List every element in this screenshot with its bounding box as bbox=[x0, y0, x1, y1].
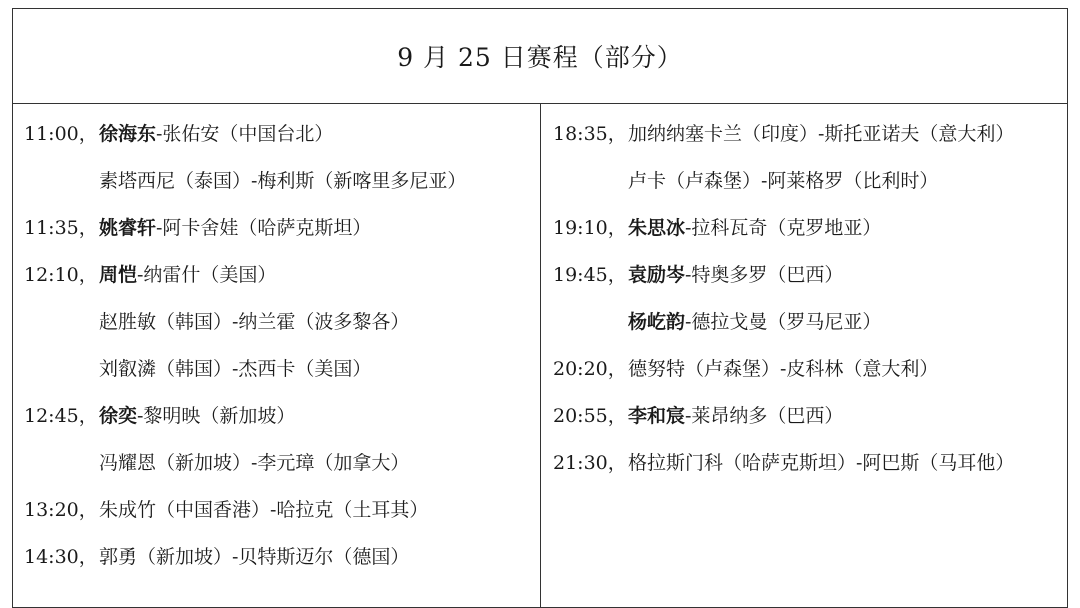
opponent-text: 郭勇（新加坡）-贝特斯迈尔（德国） bbox=[99, 546, 410, 568]
match-players bbox=[99, 305, 409, 352]
match-players bbox=[99, 117, 333, 164]
schedule-entry bbox=[553, 352, 1067, 399]
featured-player: 朱思冰 bbox=[628, 217, 686, 239]
schedule-entry bbox=[24, 117, 540, 164]
featured-player: 徐海东 bbox=[99, 123, 157, 145]
schedule-entry bbox=[553, 258, 1067, 305]
match-players bbox=[628, 399, 843, 446]
match-players bbox=[628, 211, 881, 258]
schedule-table bbox=[12, 8, 1068, 608]
featured-player: 杨屹韵 bbox=[628, 311, 686, 333]
featured-player: 周恺 bbox=[99, 264, 138, 286]
opponent-text: 格拉斯门科（哈萨克斯坦）-阿巴斯（马耳他） bbox=[628, 452, 1015, 474]
schedule-entry bbox=[24, 399, 540, 446]
opponent-text: 朱成竹（中国香港）-哈拉克（土耳其） bbox=[99, 499, 429, 521]
opponent-text: -阿卡舍娃（哈萨克斯坦） bbox=[156, 217, 372, 239]
match-time bbox=[24, 352, 99, 399]
opponent-text: -特奥多罗（巴西） bbox=[685, 264, 844, 286]
schedule-entry bbox=[553, 211, 1067, 258]
match-players bbox=[99, 258, 276, 305]
schedule-entry bbox=[24, 305, 540, 352]
match-time: 12:45， bbox=[24, 405, 98, 427]
match-time: 11:35， bbox=[24, 217, 98, 239]
schedule-entry bbox=[24, 258, 540, 305]
featured-player: 徐奕 bbox=[99, 405, 138, 427]
opponent-text: -拉科瓦奇（克罗地亚） bbox=[685, 217, 882, 239]
right-column bbox=[541, 103, 1067, 607]
match-time: 14:30， bbox=[24, 546, 98, 568]
match-time: 21:30， bbox=[553, 452, 627, 474]
match-time: 20:55， bbox=[553, 405, 627, 427]
opponent-text: 加纳纳塞卡兰（印度）-斯托亚诺夫（意大利） bbox=[628, 123, 1015, 145]
match-time: 11:00， bbox=[24, 123, 98, 145]
match-time bbox=[24, 305, 99, 352]
schedule-entry bbox=[553, 164, 1067, 211]
opponent-text: -张佑安（中国台北） bbox=[156, 123, 334, 145]
match-time: 20:20， bbox=[553, 358, 627, 380]
match-players bbox=[628, 258, 843, 305]
match-players bbox=[628, 164, 938, 211]
schedule-entry bbox=[24, 446, 540, 493]
featured-player: 李和宸 bbox=[628, 405, 686, 427]
opponent-text: 刘叡潾（韩国）-杰西卡（美国） bbox=[99, 358, 372, 380]
match-time bbox=[553, 305, 628, 352]
opponent-text: -纳雷什（美国） bbox=[137, 264, 277, 286]
match-time: 13:20， bbox=[24, 499, 98, 521]
match-time bbox=[553, 164, 628, 211]
left-column bbox=[13, 103, 541, 607]
opponent-text: 赵胜敏（韩国）-纳兰霍（波多黎各） bbox=[99, 311, 410, 333]
opponent-text: 卢卡（卢森堡）-阿莱格罗（比利时） bbox=[628, 170, 939, 192]
match-players bbox=[99, 211, 371, 258]
match-players bbox=[99, 399, 295, 446]
match-players bbox=[628, 446, 1014, 493]
schedule-entry bbox=[553, 117, 1067, 164]
match-time: 18:35， bbox=[553, 123, 627, 145]
schedule-entry bbox=[553, 305, 1067, 352]
featured-player: 袁励岑 bbox=[628, 264, 686, 286]
schedule-entry bbox=[24, 211, 540, 258]
schedule-title: 9 月 25 日赛程（部分） bbox=[13, 9, 1067, 104]
opponent-text: -黎明映（新加坡） bbox=[137, 405, 296, 427]
match-time: 19:45， bbox=[553, 264, 627, 286]
opponent-text: 德努特（卢森堡）-皮科林（意大利） bbox=[628, 358, 939, 380]
schedule-entry bbox=[24, 352, 540, 399]
match-players bbox=[628, 305, 881, 352]
opponent-text: -莱昂纳多（巴西） bbox=[685, 405, 844, 427]
schedule-entry bbox=[553, 446, 1067, 493]
schedule-entry bbox=[553, 399, 1067, 446]
featured-player: 姚睿轩 bbox=[99, 217, 157, 239]
schedule-body bbox=[13, 103, 1067, 607]
match-players bbox=[99, 446, 409, 493]
match-players bbox=[628, 352, 938, 399]
match-time: 12:10， bbox=[24, 264, 98, 286]
match-players bbox=[99, 352, 371, 399]
opponent-text: 素塔西尼（泰国）-梅利斯（新喀里多尼亚） bbox=[99, 170, 467, 192]
match-players bbox=[628, 117, 1014, 164]
match-players bbox=[99, 493, 428, 540]
match-time bbox=[24, 446, 99, 493]
schedule-entry bbox=[24, 164, 540, 211]
match-time: 19:10， bbox=[553, 217, 627, 239]
opponent-text: 冯耀恩（新加坡）-李元璋（加拿大） bbox=[99, 452, 410, 474]
match-players bbox=[99, 164, 466, 211]
schedule-entry bbox=[24, 493, 540, 540]
match-time bbox=[24, 164, 99, 211]
opponent-text: -德拉戈曼（罗马尼亚） bbox=[685, 311, 882, 333]
